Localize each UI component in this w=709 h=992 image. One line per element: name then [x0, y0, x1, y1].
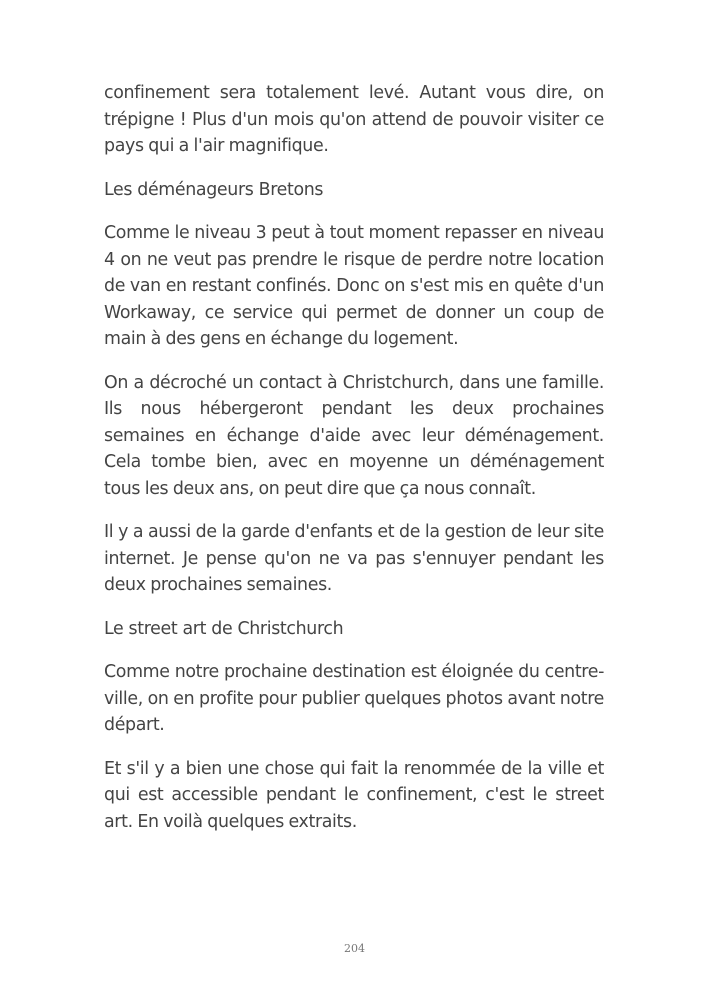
paragraph-workaway: Comme le niveau 3 peut à tout moment repasser en niveau 4 on ne veut pas prendre le risque de perdre notre location de van en restant confinés. Donc on s'est mis en quête d'un Workaway, ce service qui permet de donner un coup de main à des gens en échange du logement.: [104, 223, 604, 349]
page-number: 204: [344, 942, 365, 955]
section-heading-street-art: Le street art de Christchurch: [104, 618, 344, 639]
paragraph-street-art: Et s'il y a bien une chose qui fait la renommée de la ville et qui est accessible pendant le confinement, c'est le street art. En voilà quelques extraits.: [104, 758, 604, 832]
section-heading-demenageurs: Les déménageurs Bretons: [104, 179, 324, 200]
paragraph-prochaine-destination: Comme notre prochaine destination est éloignée du centre-ville, on en profite pour publier quelques photos avant notre départ.: [104, 662, 604, 735]
page-body: [104, 80, 604, 852]
paragraph-confinement: confinement sera totalement levé. Autant vous dire, on trépigne ! Plus d'un mois qu'on attend de pouvoir visiter ce pays qui a l'air magnifique.: [104, 83, 604, 156]
paragraph-garde-enfants: Il y a aussi de la garde d'enfants et de la gestion de leur site internet. Je pense qu'on ne va pas s'ennuyer pendant les deux prochaines semaines.: [104, 522, 604, 595]
paragraph-christchurch-contact: On a décroché un contact à Christchurch, dans une famille. Ils nous hébergeront pendant les deux prochaines semaines en échange d'aide avec leur déménagement. Cela tombe bien, avec en moyenne un déménagement tous les deux ans, on peut dire que ça nous connaît.: [104, 372, 604, 499]
